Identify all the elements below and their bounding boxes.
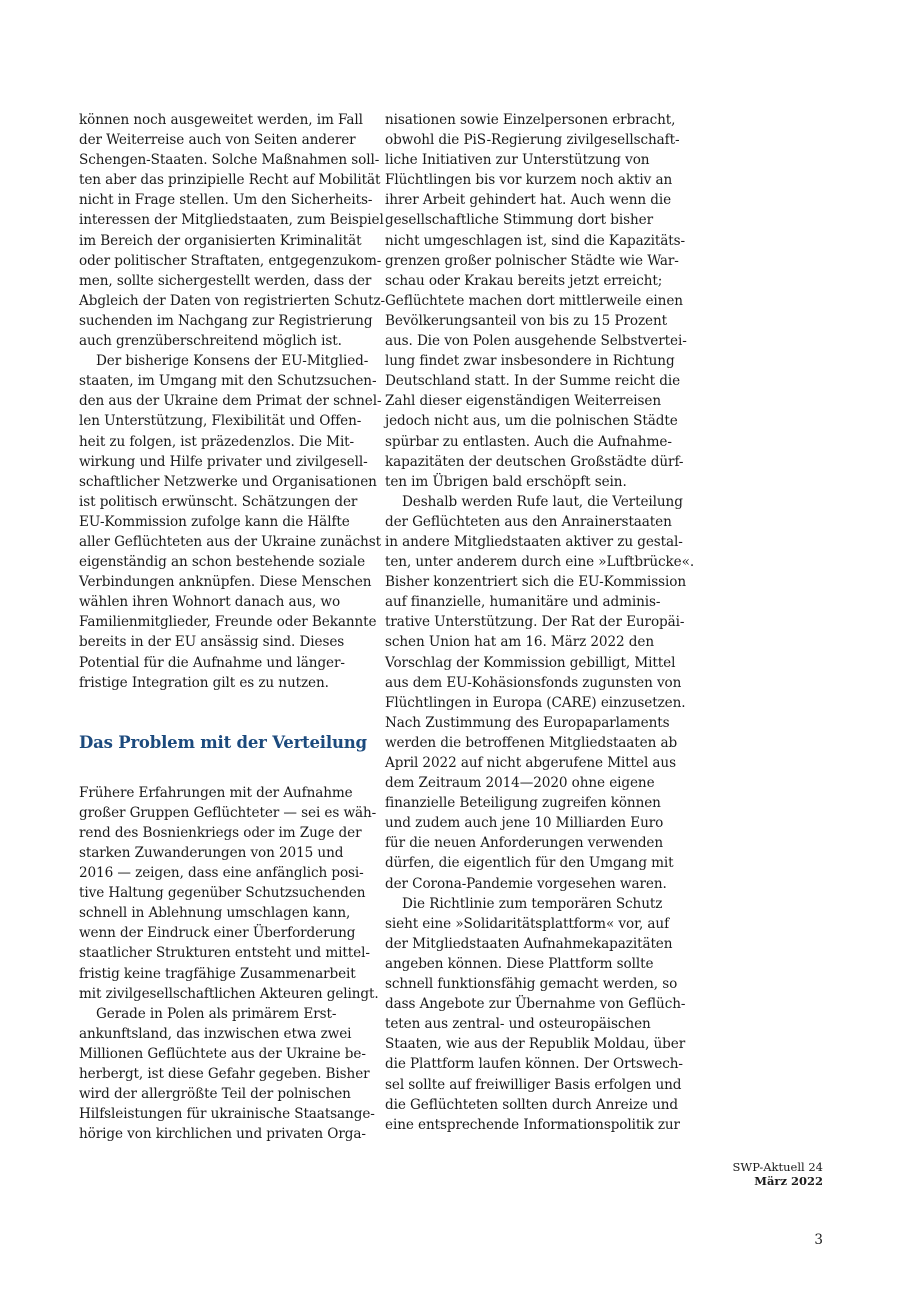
text-line: die Geflüchteten sollten durch Anreize und [385,1096,678,1113]
text-line: der Weiterreise auch von Seiten anderer [79,132,356,149]
publication-date: März 2022 [754,1174,823,1188]
text-line: nicht in Frage stellen. Um den Sicherheits- [79,192,373,209]
text-line: ten aber das prinzipielle Recht auf Mobilität [79,172,381,189]
text-line: Hilfsleistungen für ukrainische Staatsange- [79,1106,375,1123]
text-line: 2016 — zeigen, dass eine anfänglich posi- [79,865,364,882]
text-line: obwohl die PiS-Regierung zivilgesellschaft- [385,132,680,149]
text-line: heit zu folgen, ist präzedenzlos. Die Mit- [79,433,355,450]
text-line: Schengen-Staaten. Solche Maßnahmen soll- [79,152,380,169]
paragraph-2 [385,492,695,894]
text-line: Frühere Erfahrungen mit der Aufnahme [79,784,353,801]
text-line: Der bisherige Konsens der EU-Mitglied- [96,353,369,370]
text-line: wirkung und Hilfe privater und zivilgesell- [79,453,368,470]
text-line: aus dem EU-Kohäsionsfonds zugunsten von [385,674,682,691]
text-line: Potential für die Aufnahme und länger- [79,654,345,671]
text-line: rend des Bosnienkriegs oder im Zuge der [79,824,362,841]
text-line: Millionen Geflüchtete aus der Ukraine be- [79,1045,366,1062]
text-line: staatlicher Strukturen entsteht und mittel- [79,945,370,962]
right-column [385,110,695,1135]
text-line: tive Haltung gegenüber Schutzsuchenden [79,885,366,902]
text-line: auch grenzüberschreitend möglich ist. [79,333,342,350]
text-line: Familienmitglieder, Freunde oder Bekannte [79,614,377,631]
text-line: herbergt, ist diese Gefahr gegeben. Bisher [79,1066,370,1083]
text-line: fristige Integration gilt es zu nutzen. [79,674,329,691]
text-line: eine entsprechende Informationspolitik zur [385,1116,680,1133]
text-line: liche Initiativen zur Unterstützung von [385,152,650,169]
text-line: und zudem auch jene 10 Milliarden Euro [385,815,664,832]
text-line: Geflüchtete machen dort mittlerweile einen [385,292,683,309]
text-line: spürbar zu entlasten. Auch die Aufnahme- [385,433,672,450]
text-line: wird der allergrößte Teil der polnischen [79,1086,351,1103]
text-line: schau oder Krakau bereits jetzt erreicht; [385,272,663,289]
text-line: Flüchtlingen in Europa (CARE) einzusetzen. [385,694,686,711]
section-heading: Das Problem mit der Verteilung [79,732,367,752]
text-line: Abgleich der Daten von registrierten Schutz- [79,292,385,309]
text-line: finanzielle Beteiligung zugreifen können [385,795,661,812]
text-line: eigenständig an schon bestehende soziale [79,554,366,571]
publication-footer [733,1160,823,1188]
text-line: lung findet zwar insbesondere in Richtung [385,353,675,370]
text-line: mit zivilgesellschaftlichen Akteuren gelingt. [79,985,379,1002]
text-line: oder politischer Straftaten, entgegenzukom- [79,252,382,269]
text-line: im Bereich der organisierten Kriminalität [79,232,362,249]
text-line: starken Zuwanderungen von 2015 und [79,845,344,861]
text-line: Verbindungen anknüpfen. Diese Menschen [79,574,372,591]
text-line: der Mitgliedstaaten Aufnahmekapazitäten [385,935,673,952]
text-line: sel sollte auf freiwilliger Basis erfolgen und [385,1076,682,1093]
text-line: aus. Die von Polen ausgehende Selbstvertei- [385,333,687,350]
text-line: ten im Übrigen bald erschöpft sein. [385,473,627,490]
text-line: ankunftsland, das inzwischen etwa zwei [79,1025,352,1042]
text-line: Zahl dieser eigenständigen Weiterreisen [385,393,661,410]
text-line: April 2022 auf nicht abgerufene Mittel aus [385,755,676,771]
text-line: schnell in Ablehnung umschlagen kann, [79,905,351,922]
text-line: der Geflüchteten aus den Anrainerstaaten [385,513,672,530]
text-line: sieht eine »Solidaritätsplattform« vor, auf [385,915,670,932]
text-line: kapazitäten der deutschen Großstädte dürf- [385,453,684,470]
text-line: jedoch nicht aus, um die polnischen Städte [385,413,678,430]
text-line: men, sollte sichergestellt werden, dass der [79,272,372,289]
text-line: Nach Zustimmung des Europaparlaments [385,714,670,731]
text-line: gesellschaftliche Stimmung dort bisher [385,212,653,229]
text-line: Vorschlag der Kommission gebilligt, Mittel [385,654,676,671]
text-line: ten, unter anderem durch eine »Luftbrücke«. [385,554,695,571]
text-line: nicht umgeschlagen ist, sind die Kapazitäts- [385,232,685,249]
text-line: suchenden im Nachgang zur Registrierung [79,312,373,329]
text-line: bereits in der EU ansässig sind. Dieses [79,634,345,651]
text-line: schnell funktionsfähig gemacht werden, so [385,976,678,993]
paragraph-1 [385,110,687,492]
paragraph-2 [79,351,382,693]
text-line: grenzen großer polnischer Städte wie War- [385,252,679,269]
text-line: den aus der Ukraine dem Primat der schnel- [79,393,382,410]
text-line: können noch ausgeweitet werden, im Fall [79,112,363,128]
text-line: aller Geflüchteten aus der Ukraine zunächst [79,533,381,550]
paragraph-3 [385,894,686,1135]
text-line: ist politisch erwünscht. Schätzungen der [79,493,358,510]
text-line: teten aus zentral- und osteuropäischen [385,1016,651,1033]
text-line: die Plattform laufen können. Der Ortswech- [385,1056,683,1073]
text-line: Deshalb werden Rufe laut, die Verteilung [402,493,683,510]
text-line: nisationen sowie Einzelpersonen erbracht, [385,112,676,128]
text-line: dass Angebote zur Übernahme von Geflüch- [385,996,686,1013]
text-line: trative Unterstützung. Der Rat der Europäi- [385,614,685,631]
text-line: Deutschland statt. In der Summe reicht die [385,373,681,390]
text-line: fristig keine tragfähige Zusammenarbeit [79,965,356,982]
paragraph-4 [79,1004,375,1145]
text-line: großer Gruppen Geflüchteter — sei es wäh- [79,804,377,821]
text-line: wählen ihren Wohnort danach aus, wo [79,594,341,611]
text-line: Staaten, wie aus der Republik Moldau, über [385,1036,686,1053]
text-line: Bisher konzentriert sich die EU-Kommission [385,574,687,591]
publication-series: SWP-Aktuell 24 [732,1160,823,1174]
text-line: für die neuen Anforderungen verwenden [385,835,664,852]
text-line: dürfen, die eigentlich für den Umgang mit [385,855,674,872]
left-column [79,110,385,1144]
text-line: schaftlicher Netzwerke und Organisationen [79,473,377,490]
text-line: staaten, im Umgang mit den Schutzsuchen- [79,373,377,390]
text-line: schen Union hat am 16. März 2022 den [385,634,655,651]
paragraph-1 [79,110,385,351]
text-line: Die Richtlinie zum temporären Schutz [402,895,663,912]
text-line: ihrer Arbeit gehindert hat. Auch wenn die [385,192,672,209]
page-number: 3 [814,1232,823,1248]
text-line: Flüchtlingen bis vor kurzem noch aktiv an [385,172,673,189]
paragraph-3 [79,783,379,1004]
text-line: len Unterstützung, Flexibilität und Offen- [79,413,362,430]
text-line: interessen der Mitgliedstaaten, zum Beispiel [79,212,384,229]
text-line: EU-Kommission zufolge kann die Hälfte [79,513,350,530]
text-line: Bevölkerungsanteil von bis zu 15 Prozent [385,312,667,329]
text-line: hörige von kirchlichen und privaten Orga- [79,1126,366,1143]
text-line: der Corona-Pandemie vorgesehen waren. [385,875,667,892]
text-line: dem Zeitraum 2014—2020 ohne eigene [385,775,655,792]
text-line: angeben können. Diese Plattform sollte [385,955,654,972]
text-line: werden die betroffenen Mitgliedstaaten ab [385,734,678,751]
text-line: in andere Mitgliedstaaten aktiver zu gestal- [385,533,683,550]
text-line: wenn der Eindruck einer Überforderung [79,925,356,942]
text-line: Gerade in Polen als primärem Erst- [96,1005,337,1022]
text-line: auf finanzielle, humanitäre und adminis- [385,594,661,611]
